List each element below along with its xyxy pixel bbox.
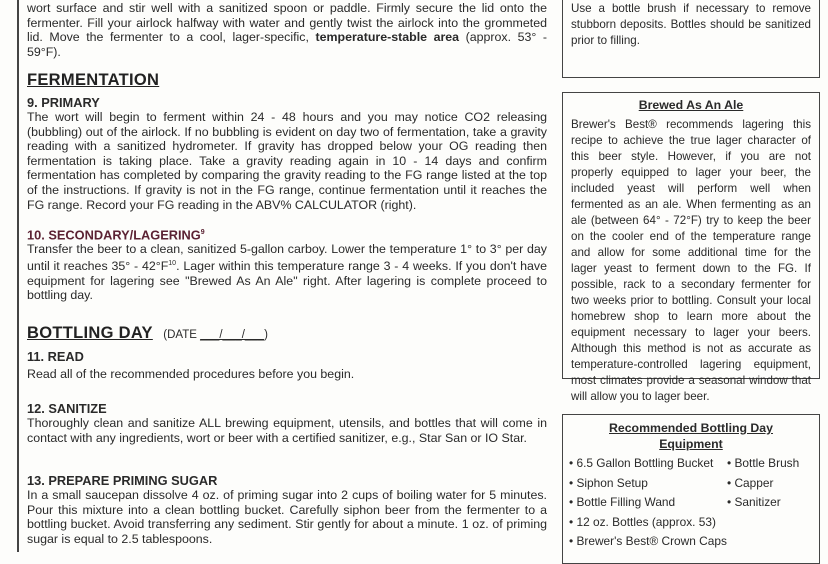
intro-bold: temperature-stable area [315, 30, 460, 45]
intro-text: wort surface and stir well with a sanitized spoon or paddle. Firmly secure the lid onto the fermenter. Fill your airlock halfway with water and gently twist the airlock into the grommeted lid. Move the fermenter to a cool, lager-specific, [27, 1, 547, 45]
list-item: • Sanitizer [727, 493, 813, 513]
list-item: • Brewer's Best® Crown Caps [569, 532, 727, 552]
priming-text: In a small saucepan dissolve 4 oz. of priming sugar into 2 cups of boiling water for 5 minutes. Pour this mixture into a clean bottling bucket. Carefully siphon beer from the fermenter to a bottling bucket. Avoid transferring any sediment. Stir gently for about a minute. 1 oz. of priming sugar is equal to 2.5 tablespoons. [27, 488, 547, 546]
footnote-9: 9 [200, 229, 205, 236]
bottle-cleaning-box [562, 0, 820, 78]
date-field[interactable]: ___/___/___ [200, 329, 265, 341]
list-item: • 12 oz. Bottles (approx. 53) [569, 513, 727, 533]
secondary-text-2: . Lager within this temperature range 3 - 4 weeks. If you don't have equipment for lagering see "Brewed As An Ale" right. After lagering is complete proceed to bottling day. [27, 258, 548, 303]
brewed-as-ale-text: Brewer's Best® recommends lagering this recipe to achieve the true lager character of this beer style. However, if you are not properly equipped to lager your beer, the included yeast will perform well when fermented as an ale. When fermenting as an ale (between 64° - 72°F) try to keep the beer on the cooler end of the temperature range and allow for some additional time for the lager yeast to ferment down to the FG. If possible, rack to a secondary fermenter for two weeks prior to bottling. Consult your local homebrew shop to learn more about the equipment necessary to lager your beers. Although this method is not as accurate as temperature-controlled lagering equipment, most climates provide a seasonal window that will allow you to lager beer. [571, 118, 811, 403]
secondary-section [27, 225, 547, 303]
priming-heading: 13. PREPARE PRIMING SUGAR [27, 473, 218, 488]
read-text: Read all of the recommended procedures before you begin. [27, 367, 355, 381]
brewed-as-ale-box [562, 92, 820, 403]
primary-section [27, 95, 547, 212]
brewed-as-ale-title: Brewed As An Ale [638, 98, 744, 112]
sanitize-text: Thoroughly clean and sanitize ALL brewing equipment, utensils, and bottles that will come in contact with any ingredients, wort or beer with a certified sanitizer, e.g., Star San or IO Star. [27, 416, 547, 445]
list-item: • Capper [727, 474, 813, 494]
intro-tail: (approx. 53° - 59°F). [27, 30, 547, 59]
bottling-title: BOTTLING DAY [27, 324, 153, 342]
list-item: • Bottle Brush [727, 454, 813, 474]
bottle-cleaning-text: Use a bottle brush if necessary to remove stubborn deposits. Bottles should be sanitized prior to filling. [571, 2, 811, 47]
secondary-text [27, 242, 547, 303]
date-label [163, 329, 268, 341]
fermentation-title: FERMENTATION [27, 71, 160, 89]
read-heading: 11. READ [27, 349, 84, 364]
date-close: ) [264, 329, 268, 341]
intro-section [27, 1, 547, 59]
equipment-list [563, 452, 819, 552]
left-column-border [17, 0, 19, 552]
equipment-title: Recommended Bottling Day Equipment [609, 421, 773, 451]
intro-paragraph [27, 1, 547, 59]
priming-section [27, 473, 547, 546]
primary-text: The wort will begin to ferment within 24 - 48 hours and you may notice CO2 releasing (bubbling) out of the airlock. If no bubbling is evident on day two of fermentation, take a gravity reading with a sanitized hydrometer. If gravity has dropped below your OG reading then fermentation is taking place. Take a gravity reading again in 10 - 14 days and confirm fermentation has completed by comparing the gravity reading to the FG range listed at the top of the instructions. If gravity is not in the FG range, continue fermentation until it reaches the FG range. Record your FG reading in the ABV% CALCULATOR (right). [27, 110, 547, 212]
equipment-box [562, 414, 820, 564]
list-item: • Siphon Setup [569, 474, 727, 494]
date-label-text: (DATE [163, 329, 197, 341]
equipment-column-1 [569, 454, 727, 552]
sanitize-section [27, 401, 547, 445]
footnote-10: 10 [168, 259, 177, 267]
secondary-heading-text: 10. SECONDARY/LAGERING [27, 227, 201, 243]
secondary-heading [27, 225, 547, 242]
read-section [27, 349, 547, 382]
list-item: • Bottle Filling Wand [569, 493, 727, 513]
bottling-title-row [27, 324, 547, 343]
sanitize-heading: 12. SANITIZE [27, 401, 107, 416]
list-item: • 6.5 Gallon Bottling Bucket [569, 454, 727, 474]
secondary-text-1: Transfer the beer to a clean, sanitized 5-gallon carboy. Lower the temperature 1° to 3° per day until it reaches 35° - 42°F [27, 242, 547, 273]
primary-heading: 9. PRIMARY [27, 95, 100, 110]
equipment-column-2 [727, 454, 813, 552]
